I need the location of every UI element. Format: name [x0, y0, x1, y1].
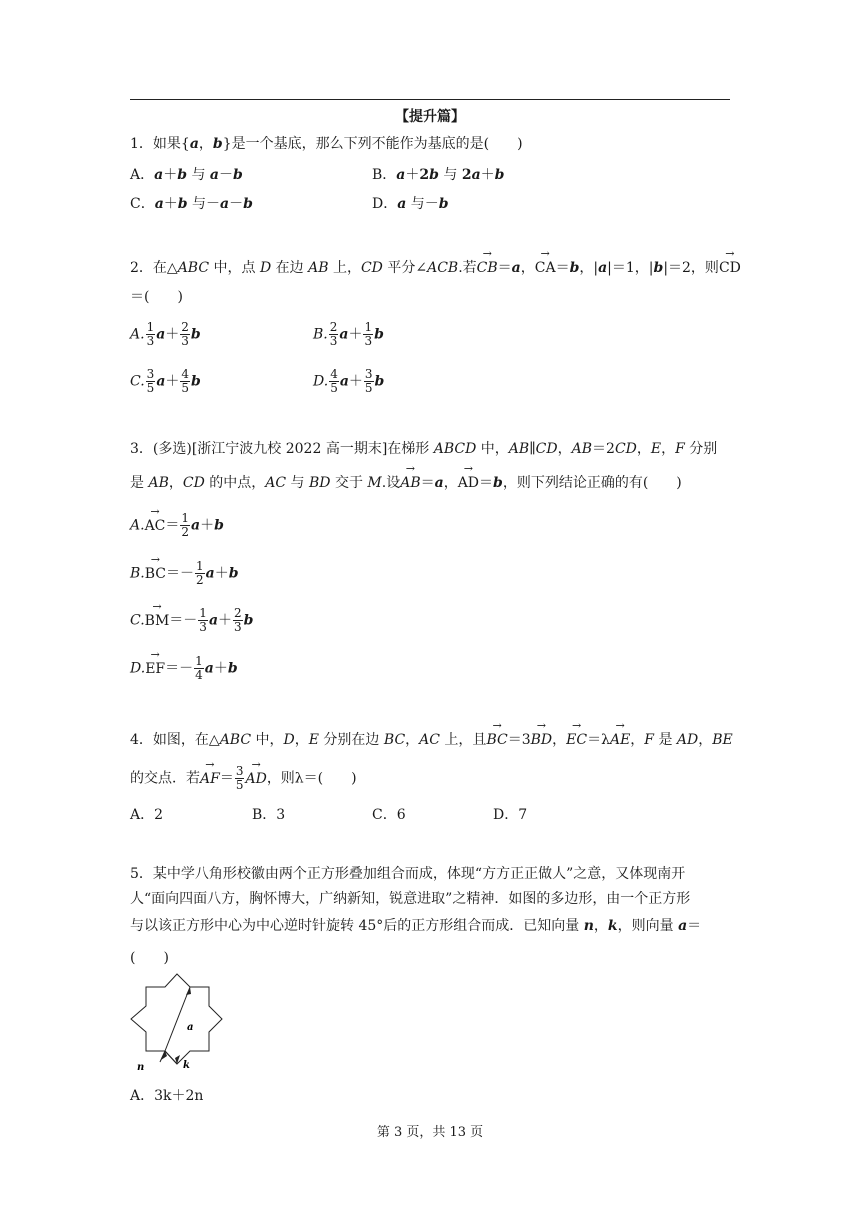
- octagram-outline: [131, 974, 222, 1064]
- q1-option-c: C．a＋b 与－a－b: [130, 196, 253, 212]
- label-a: a: [187, 1022, 194, 1033]
- q5-option-a: A．3k＋2n: [130, 1088, 204, 1104]
- label-k: k: [183, 1060, 190, 1071]
- q2-stem-line2: ＝( ): [130, 289, 183, 305]
- q1-option-b: B．a＋2b 与 2a＋b: [372, 167, 505, 183]
- q2-option-d: D. $\frac{4}{5}$ a＋ $\frac{3}{5}$ b: [313, 367, 385, 395]
- q4-option-d: D．7: [493, 807, 528, 823]
- q4-option-b: B．3: [252, 807, 286, 823]
- q3-option-d: D.→ EF＝－ $\frac{1}{4}$ a＋b: [130, 655, 238, 682]
- q4-option-c: C．6: [372, 807, 406, 823]
- q4-stem-line1: 4．如图，在△ABC 中，D，E 分别在边 BC，AC 上，且→ BC＝3→ BD，→ EC＝λ→ AE，F 是 AD，BE: [130, 731, 733, 749]
- page-footer: 第 3 页，共 13 页: [376, 1125, 484, 1140]
- vector-a: [165, 987, 190, 1051]
- q3-option-b: B.→ BC＝－ $\frac{1}{2}$ a＋b: [130, 560, 239, 587]
- label-n: n: [137, 1062, 145, 1073]
- q1-stem: 1．如果{a，b}是一个基底，那么下列不能作为基底的是( ): [130, 136, 523, 152]
- section-title: 【提升篇】: [395, 109, 465, 125]
- header-rule: [130, 99, 730, 100]
- q2-option-a: A. $\frac{1}{3}$ a＋ $\frac{2}{3}$ b: [130, 320, 201, 348]
- q5-stem-line1: 5．某中学八角形校徽由两个正方形叠加组合而成，体现“方方正正做人”之意，又体现南开: [130, 866, 686, 882]
- q1-option-a: A．a＋b 与 a－b: [130, 167, 243, 183]
- q3-option-c: C.→ BM＝－ $\frac{1}{3}$ a＋ $\frac{2}{3}$ b: [130, 607, 253, 634]
- vector-a-arrowhead: [186, 987, 191, 995]
- q5-stem-line3: 与以该正方形中心为中心逆时针旋转 45°后的正方形组合而成．已知向量 n，k，则向量 a＝: [130, 918, 702, 934]
- q4-stem-line2: 的交点．若→ AF＝ $\frac{3}{5}$ → AD，则λ＝( ): [130, 765, 357, 792]
- q3-stem-line2: 是 AB，CD 的中点，AC 与 BD 交于 M.设→ AB＝a，→ AD＝b，则下列结论正确的有( ): [130, 474, 682, 492]
- q3-stem-line1: 3．(多选)[浙江宁波九校 2022 高一期末]在梯形 ABCD 中，AB∥CD，AB＝2CD，E，F 分别: [130, 441, 718, 457]
- octagram-figure: [125, 972, 230, 1077]
- q3-option-a: A.→ AC＝ $\frac{1}{2}$ a＋b: [130, 512, 224, 539]
- q4-option-a: A．2: [130, 807, 164, 823]
- q2-option-b: B. $\frac{2}{3}$ a＋ $\frac{1}{3}$ b: [313, 320, 384, 348]
- q1-option-d: D．a 与－b: [372, 196, 449, 212]
- q2-option-c: C. $\frac{3}{5}$ a＋ $\frac{4}{5}$ b: [130, 367, 201, 395]
- q5-stem-line4: ( ): [130, 950, 169, 966]
- vector-k: [165, 1051, 177, 1064]
- q5-stem-line2: 人“面向四面八方，胸怀博大，广纳新知，锐意进取”之精神．如图的多边形，由一个正方形: [130, 891, 691, 907]
- q2-stem-line1: 2．在△ABC 中，点 D 在边 AB 上，CD 平分∠ACB.若→ CB＝a，→ CA＝b，|a|＝1，|b|＝2，则→ CD: [130, 259, 741, 277]
